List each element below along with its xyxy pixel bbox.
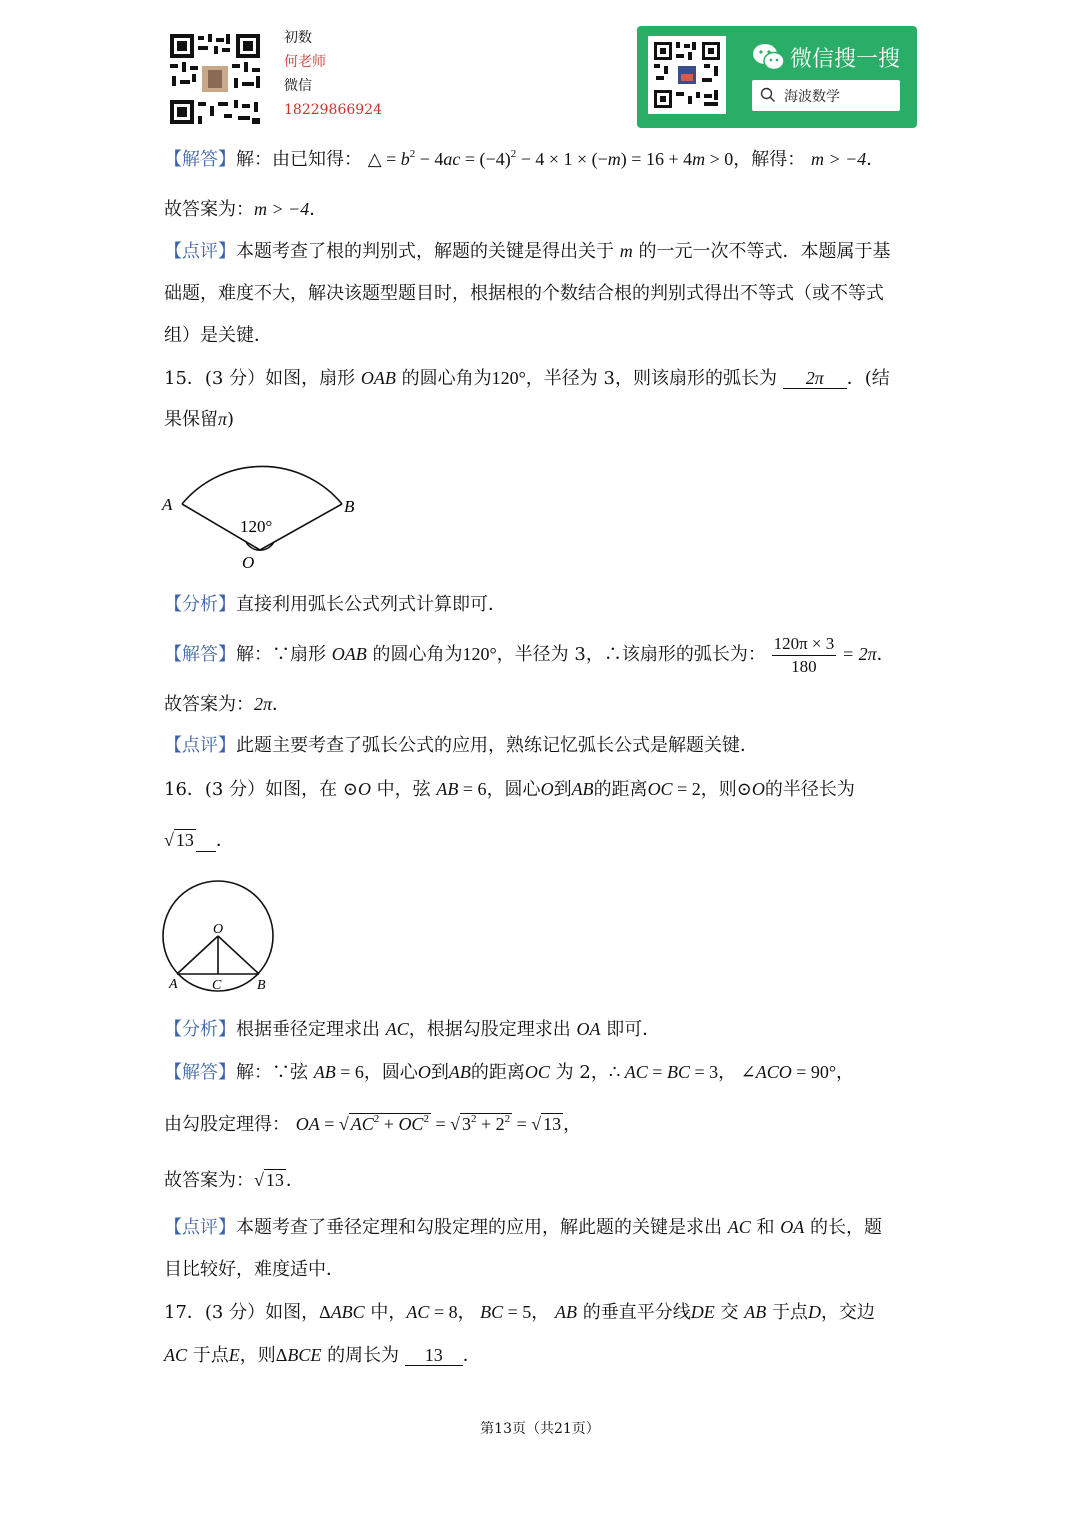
p14-final: 故答案为：m > −4． <box>164 199 328 220</box>
p14-comment-line-2: 础题，难度不大，解决该题型题目时，根据根的个数结合根的判别式得出不等式（或不等式 <box>164 283 884 304</box>
page-footer: 第13页（共21页） <box>480 1421 600 1437</box>
p16-pythagoras-formula: OA = √ $AC^2 + OC^2$ = √ $3^2 + 2^2$ = √ 13 ， <box>295 1113 582 1134</box>
p17-question-line-1: 17．(3 分）如图，ΔABC 中，AC = 8， BC = 5， AB 的垂直平分线DE 交 AB 于点D，交边 <box>164 1302 875 1323</box>
contact-line-1: 初数 <box>284 30 312 46</box>
p16-analysis: 【分析】根据垂径定理求出 AC，根据勾股定理求出 OA 即可． <box>164 1019 661 1040</box>
p15-question-line-1: 15．(3 分）如图，扇形 OAB 的圆心角为120°，半径为 3，则该扇形的弧长为 2π ．(结 <box>164 368 890 389</box>
p15-sector-figure <box>158 448 368 574</box>
comment-tag: 【点评】 <box>164 1217 236 1238</box>
qr-code-left <box>168 32 262 126</box>
p16-question-line-1: 16．(3 分）如图，在 ⊙O 中，弦 AB = 6，圆心O到AB的距离OC = 2，则⊙O的半径长为 <box>164 779 855 800</box>
p16-comment-line-2: 目比较好，难度适中． <box>164 1259 344 1280</box>
wechat-search-query: 海波数学 <box>784 89 840 105</box>
p15-label-o: O <box>242 553 255 572</box>
comment-tag: 【点评】 <box>164 241 236 262</box>
p15-analysis: 【分析】直接利用弧长公式列式计算即可． <box>164 594 506 615</box>
p16-answer-blank <box>196 831 216 852</box>
qr-code-right <box>648 36 726 114</box>
p15-comment: 【点评】此题主要考查了弧长公式的应用，熟练记忆弧长公式是解题关键． <box>164 735 758 756</box>
p16-label-c: C <box>212 978 222 993</box>
p15-label-b: B <box>344 497 355 516</box>
contact-line-3: 微信 <box>284 78 312 94</box>
wechat-search-title: 微信搜一搜 <box>790 47 901 72</box>
p14-comment-line-3: 组）是关键． <box>164 325 272 346</box>
p14-answer-text-b: ，解得： <box>733 149 806 170</box>
p17-answer-blank: 13 <box>405 1345 463 1366</box>
p16-comment-line-1: 【点评】本题考查了垂径定理和勾股定理的应用，解此题的关键是求出 AC 和 OA 的长，题 <box>164 1217 882 1238</box>
p15-angle-label: 120° <box>240 517 273 536</box>
p16-question-line-2: √ 13 ． <box>164 830 234 851</box>
p15-final: 故答案为：2π． <box>164 694 291 715</box>
analysis-tag: 【分析】 <box>164 594 236 615</box>
final-answer-label: 故答案为： <box>164 199 254 220</box>
p15-arc-fraction: $\frac{120\pi \times 3}{180}$ <box>773 633 835 676</box>
answer-tag: 【解答】 <box>164 1062 236 1083</box>
answer-tag: 【解答】 <box>164 644 236 665</box>
p16-answer-line-2: 由勾股定理得： OA = √ $AC^2 + OC^2$ = √ $3^2 + 2^2$ = √ 13 ， <box>164 1113 582 1135</box>
p16-final: 故答案为：√ 13 ． <box>164 1170 304 1191</box>
p16-label-b: B <box>257 978 266 993</box>
p15-question-line-2: 果保留π) <box>164 409 235 430</box>
p14-final-value: m > −4 <box>254 199 310 219</box>
p14-answer-result: m > −4 <box>810 149 867 169</box>
p15-answer-blank: 2π <box>783 368 847 389</box>
p16-label-o: O <box>213 922 224 937</box>
wechat-logo-icon <box>752 42 786 72</box>
p15-final-value: 2π <box>254 694 273 714</box>
comment-tag: 【点评】 <box>164 735 236 756</box>
contact-phone: 18229866924 <box>284 102 382 118</box>
p16-answer: 【解答】解：∵弦 AB = 6，圆心O到AB的距离OC 为 2，∴ AC = BC = 3， ∠ACO = 90°， <box>164 1062 855 1083</box>
p15-label-a: A <box>162 495 173 514</box>
p14-answer-text-a: 解：由已知得： <box>236 149 362 170</box>
p16-circle-figure <box>160 876 280 996</box>
search-icon <box>760 87 776 103</box>
p14-answer: 【解答】解：由已知得： △ = $b^2 - 4ac = (-4)^2 - 4 \times 1 \times (-m) = 16 + 4m > 0$，解得： m > −4． <box>164 148 885 170</box>
p16-answer-sqrt: 13 <box>175 830 194 850</box>
p14-comment-line-1: 【点评】本题考查了根的判别式，解题的关键是得出关于 m 的一元一次不等式．本题属于基 <box>164 241 891 262</box>
contact-line-2: 何老师 <box>284 54 326 70</box>
p16-label-a: A <box>169 977 178 992</box>
analysis-tag: 【分析】 <box>164 1019 236 1040</box>
p15-answer: 【解答】解：∵扇形 OAB 的圆心角为120°，半径为 3，∴该扇形的弧长为： $\frac{120\pi \times 3}{180}$ = 2π． <box>164 633 895 676</box>
p17-question-line-2: AC 于点E，则ΔBCE 的周长为 13 ． <box>164 1345 481 1366</box>
answer-tag: 【解答】 <box>164 149 236 170</box>
p14-discriminant-formula: △ = $b^2 - 4ac = (-4)^2 - 4 \times 1 \times (-m) = 16 + 4m > 0$ <box>367 148 734 169</box>
